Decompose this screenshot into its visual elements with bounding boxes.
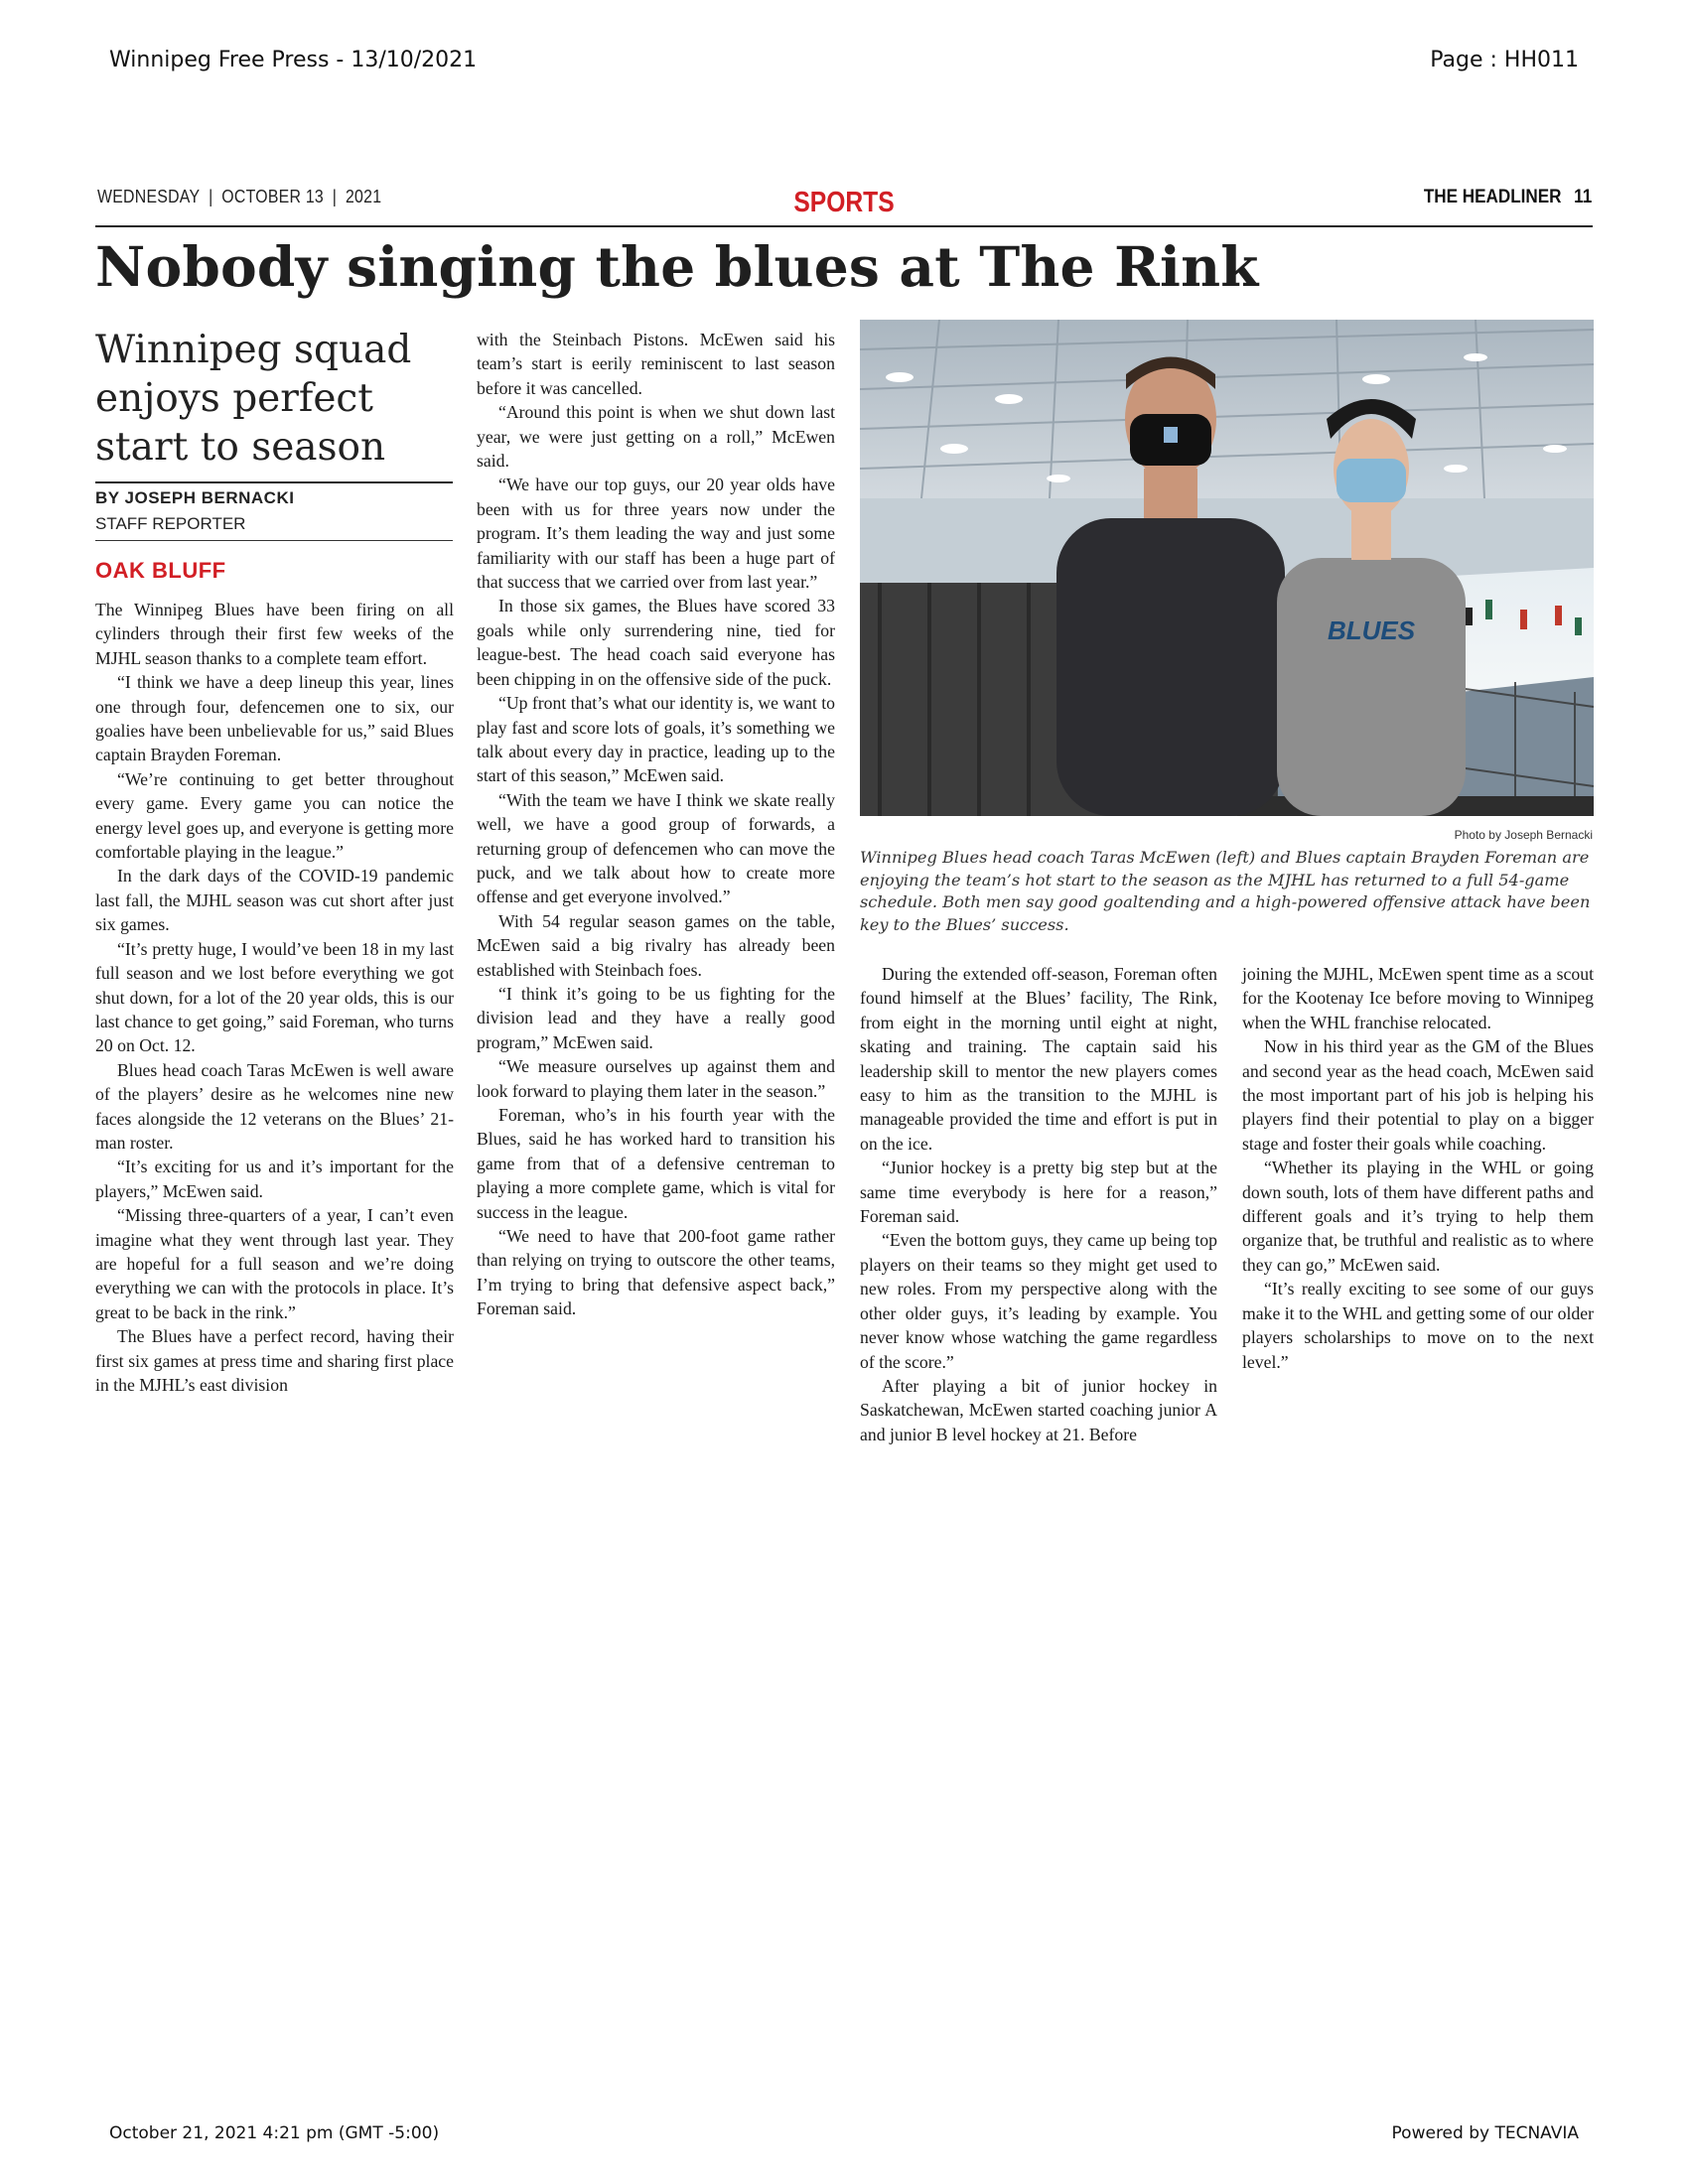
photo-credit: Photo by Joseph Bernacki [1454, 828, 1593, 842]
deck: Winnipeg squad enjoys perfect start to season [95, 328, 412, 470]
byline-rule [95, 540, 453, 541]
shirt-logo: BLUES [1327, 615, 1416, 645]
publication-name: THE HEADLINER [1423, 187, 1562, 207]
paragraph: The Winnipeg Blues have been firing on all cylinders through their first few weeks of the MJHL season thanks to a complete team effort. [95, 600, 454, 668]
paragraph: Blues head coach Taras McEwen is well aware of the players’ desire as he welcomes nine new faces alongside the 12 veterans on the Blues’ 21-man roster. [95, 1059, 454, 1153]
deck-rule [95, 481, 453, 483]
paragraph: “It’s exciting for us and it’s important for the players,” McEwen said. [95, 1157, 454, 1201]
rink-photo-illustration [860, 320, 1594, 816]
paragraph: “Junior hockey is a pretty big step but at the same time everybody is here for a reason,” Foreman said. [860, 1158, 1217, 1227]
paragraph: joining the MJHL, McEwen spent time as a scout for the Kootenay Ice before moving to Winnipeg when the WHL franchise relocated. [1242, 964, 1594, 1032]
place-dateline: OAK BLUFF [95, 558, 226, 583]
paragraph: With 54 regular season games on the table, McEwen said a big rivalry has already been established with Steinbach foes. [477, 910, 835, 980]
paragraph: “We measure ourselves up against them and look forward to playing them later in the season.” [477, 1056, 835, 1101]
print-header-page: Page : HH011 [1430, 48, 1579, 72]
paragraph: “We have our top guys, our 20 year olds have been with us for three years now under the program. It’s them leading the way and just some familiarity with our staff has been a huge part of that success that we carried over from last year.” [477, 475, 835, 593]
publication-label [1424, 187, 1592, 208]
paragraph: After playing a bit of junior hockey in Saskatchewan, McEwen started coaching junior A and junior B level hockey at 21. Before [860, 1375, 1217, 1444]
paragraph: In the dark days of the COVID-19 pandemic last fall, the MJHL season was cut short after just six games. [95, 866, 454, 935]
page-number: 11 [1573, 187, 1592, 207]
paragraph: “Even the bottom guys, they came up being top players on their teams so they might get used to new roles. From my perspective along with the other older guys, it’s leading by example. You never know whose watching the game regardless of the score.” [860, 1230, 1217, 1372]
article-column-3 [860, 962, 1217, 1446]
paragraph: “Up front that’s what our identity is, we want to play fast and score lots of goals, it’s something we talk about every day in practice, leading up to the start of this season,” McEwen said. [477, 693, 835, 786]
dateline-weekday: WEDNESDAY [97, 187, 201, 206]
article-column-1 [95, 598, 454, 1397]
dateline: WEDNESDAY | OCTOBER 13 | 2021 [97, 187, 382, 206]
paragraph: “I think it’s going to be us fighting for the division lead and they have a really good program,” McEwen said. [477, 983, 835, 1052]
article-photo [860, 320, 1594, 816]
paragraph: In those six games, the Blues have scored 33 goals while only surrendering nine, tied for league-best. The head coach said everyone has been chipping in on the offensive side of the puck. [477, 596, 835, 689]
byline-role: STAFF REPORTER [95, 514, 246, 533]
paragraph: “With the team we have I think we skate really well, we have a good group of forwards, a returning group of defencemen who can move the puck, and we talk about how to create more offense and get everyone involved.” [477, 789, 835, 907]
article-column-2 [477, 328, 835, 1321]
paragraph: “We’re continuing to get better throughout every game. Every game you can notice the energy level goes up, and everyone is getting more comfortable playing in the league.” [95, 768, 454, 863]
paragraph: “I think we have a deep lineup this year, lines one through four, defencemen one to six, our goalies have been unbelievable for us,” said Blues captain Brayden Foreman. [95, 672, 454, 765]
section-label: SPORTS [793, 187, 895, 218]
paragraph: “Around this point is when we shut down last year, we were just getting on a roll,” McEwen said. [477, 402, 835, 472]
paragraph: “We need to have that 200-foot game rather than relying on trying to outscore the other teams, I’m trying to bring that defensive aspect back,” Foreman said. [477, 1226, 835, 1319]
dateline-date: OCTOBER 13 [221, 187, 325, 206]
paragraph: with the Steinbach Pistons. McEwen said his team’s start is eerily reminiscent to last season before it was cancelled. [477, 330, 835, 398]
paragraph: Now in his third year as the GM of the Blues and second year as the head coach, McEwen said the most important part of his job is helping his players find their potential to play on a bigger stage and foster their goals while coaching. [1242, 1036, 1594, 1154]
paragraph: During the extended off-season, Foreman often found himself at the Blues’ facility, The Rink, from eight in the morning until eight at night, skating and training. The captain said his leadership skill to mentor the new players comes easy to him as the transition to the MJHL is manageable provided the time and effort is put in on the ice. [860, 964, 1217, 1154]
print-footer-timestamp: October 21, 2021 4:21 pm (GMT -5:00) [109, 2123, 440, 2143]
print-footer-powered-by: Powered by TECNAVIA [1391, 2123, 1579, 2143]
paragraph: “It’s pretty huge, I would’ve been 18 in my last full season and we lost before everything we got shut down, for a lot of the 20 year olds, this is our last chance to get going,” said Foreman, who turns 20 on Oct. 12. [95, 938, 454, 1056]
headline: Nobody singing the blues at The Rink [95, 234, 1259, 299]
paragraph: “It’s really exciting to see some of our guys make it to the WHL and getting some of our older players scholarships to move on to the next level.” [1242, 1279, 1594, 1372]
print-header-source: Winnipeg Free Press - 13/10/2021 [109, 48, 478, 72]
dateline-year: 2021 [345, 187, 382, 206]
header-rule [95, 225, 1593, 227]
photo-caption: Winnipeg Blues head coach Taras McEwen (left) and Blues captain Brayden Foreman are enjoying the team’s hot start to the season as the MJHL has returned to a full 54-game schedule. Both men say good goaltending and a high-powered offensive attack have been key to the Blues’ success. [860, 848, 1591, 934]
paragraph: “Missing three-quarters of a year, I can’t even imagine what they went through last year. They are hopeful for a full season and we’re doing everything we can with the protocols in place. It’s great to be back in the rink.” [95, 1205, 454, 1322]
paragraph: Foreman, who’s in his fourth year with the Blues, said he has worked hard to transition his game from that of a defensive centreman to playing a more complete game, which is vital for success in the league. [477, 1105, 835, 1222]
byline: BY JOSEPH BERNACKI [95, 488, 295, 507]
paragraph: The Blues have a perfect record, having their first six games at press time and sharing first place in the MJHL’s east division [95, 1326, 454, 1395]
paragraph: “Whether its playing in the WHL or going down south, lots of them have different paths and different goals and it’s trying to help them organize that, be truthful and realistic as to where they can go,” McEwen said. [1242, 1158, 1594, 1275]
article-column-4 [1242, 962, 1594, 1374]
